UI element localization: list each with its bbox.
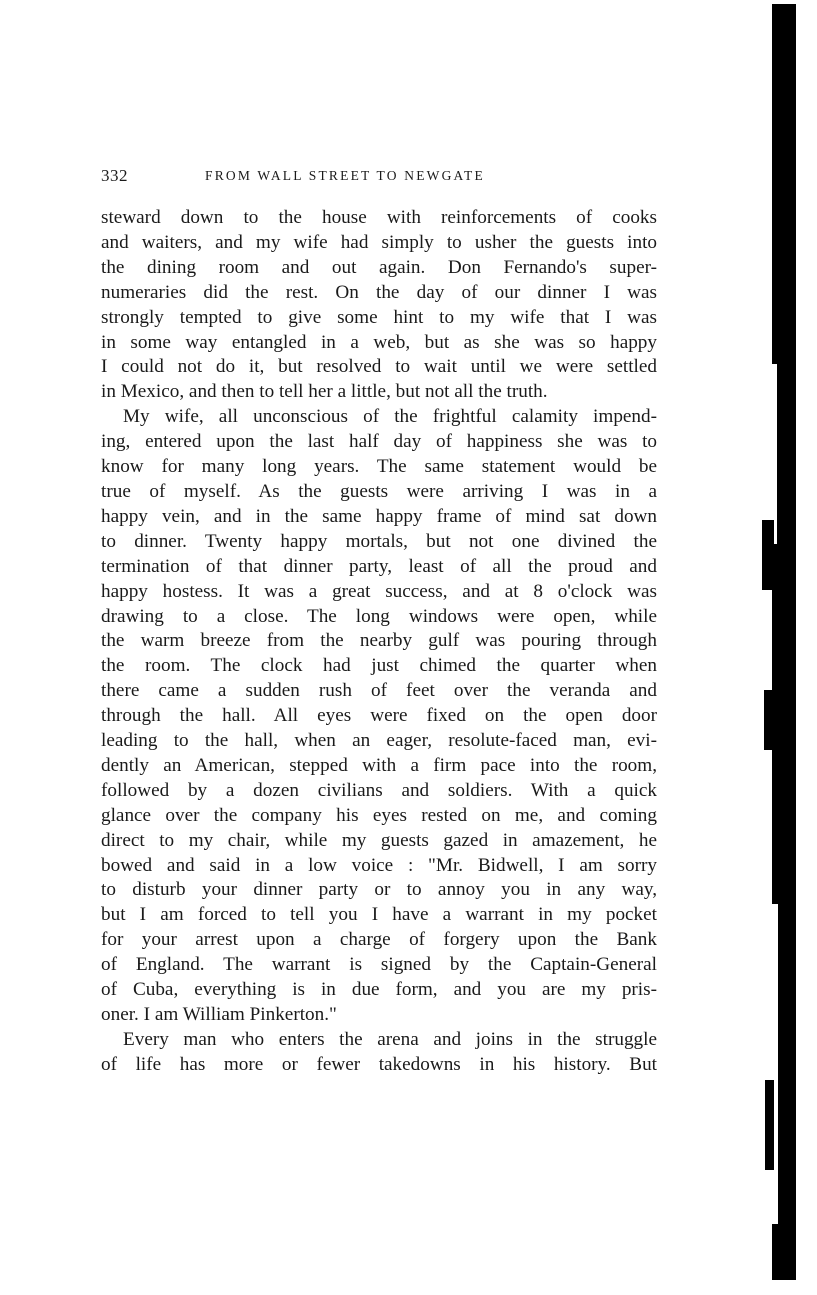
- running-title: FROM WALL STREET TO NEWGATE: [205, 168, 485, 183]
- text-line: oner. I am William Pinkerton.": [101, 1004, 337, 1025]
- text-line: the warm breeze from the nearby gulf was pouring through: [101, 630, 657, 652]
- text-line: My wife, all unconscious of the frightful calamity impend-: [123, 406, 657, 428]
- text-line: Every man who enters the arena and joins in the struggle: [123, 1028, 657, 1050]
- text-line: but I am forced to tell you I have a warrant in my pocket: [101, 904, 657, 926]
- page-edge-shadow: [772, 4, 796, 1280]
- text-line: the dining room and out again. Don Fernando's super-: [101, 256, 657, 278]
- text-line: to disturb your dinner party or to annoy you in any way,: [101, 879, 657, 901]
- text-line: of life has more or fewer takedowns in his history. But: [101, 1053, 657, 1075]
- text-line: in some way entangled in a web, but as she was so happy: [101, 331, 657, 353]
- running-head: [101, 166, 657, 188]
- edge-spur: [762, 520, 774, 590]
- text-line: for your arrest upon a charge of forgery upon the Bank: [101, 929, 657, 951]
- text-line: true of myself. As the guests were arriving I was in a: [101, 480, 657, 502]
- text-line: to dinner. Twenty happy mortals, but not one divined the: [101, 530, 657, 552]
- edge-notch: [772, 364, 777, 544]
- text-line: leading to the hall, when an eager, resolute-faced man, evi-: [101, 730, 657, 752]
- text-line: steward down to the house with reinforcements of cooks: [101, 207, 657, 228]
- text-line: followed by a dozen civilians and soldiers. With a quick: [101, 779, 657, 801]
- text-line: direct to my chair, while my guests gazed in amazement, he: [101, 829, 657, 851]
- text-line: know for many long years. The same statement would be: [101, 456, 657, 478]
- text-line: happy hostess. It was a great success, and at 8 o'clock was: [101, 580, 657, 602]
- text-line: and waiters, and my wife had simply to usher the guests into: [101, 231, 657, 253]
- text-line: dently an American, stepped with a firm pace into the room,: [101, 754, 657, 776]
- edge-spur: [765, 1080, 774, 1170]
- page-number: 332: [101, 166, 128, 185]
- text-line: the room. The clock had just chimed the quarter when: [101, 655, 657, 677]
- text-line: of Cuba, everything is in due form, and you are my pris-: [101, 979, 657, 1001]
- text-line: numeraries did the rest. On the day of our dinner I was: [101, 281, 657, 303]
- text-line: in Mexico, and then to tell her a little, but not all the truth.: [101, 381, 548, 403]
- edge-spur: [764, 690, 774, 750]
- text-line: through the hall. All eyes were fixed on the open door: [101, 705, 657, 727]
- text-line: strongly tempted to give some hint to my wife that I was: [101, 306, 657, 328]
- edge-notch: [772, 904, 778, 1224]
- text-line: I could not do it, but resolved to wait until we were settled: [101, 356, 657, 378]
- text-line: bowed and said in a low voice : "Mr. Bidwell, I am sorry: [101, 854, 657, 876]
- body-text: [101, 206, 657, 1078]
- text-line: drawing to a close. The long windows were open, while: [101, 605, 657, 627]
- text-line: termination of that dinner party, least of all the proud and: [101, 555, 657, 577]
- text-line: ing, entered upon the last half day of happiness she was to: [101, 431, 657, 453]
- text-line: happy vein, and in the same happy frame of mind sat down: [101, 505, 657, 527]
- text-line: glance over the company his eyes rested on me, and coming: [101, 804, 657, 826]
- text-line: there came a sudden rush of feet over the veranda and: [101, 680, 657, 702]
- text-line: of England. The warrant is signed by the Captain-General: [101, 954, 657, 976]
